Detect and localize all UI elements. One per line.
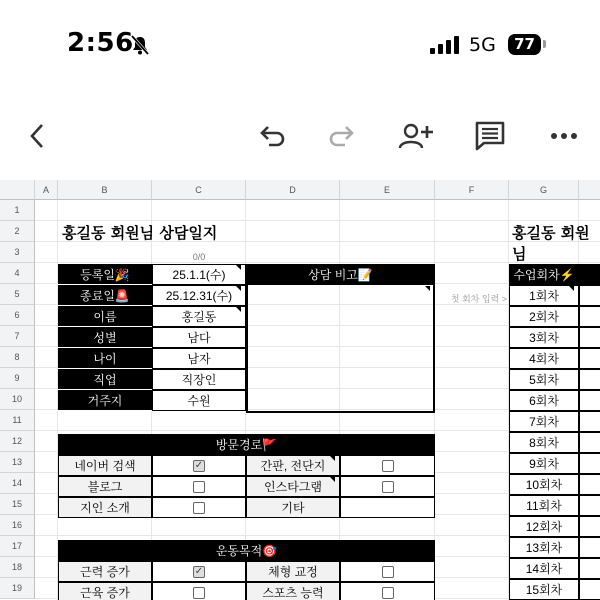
info-value[interactable]: 홍길동	[152, 306, 246, 327]
memo-header: 상담 비고📝	[246, 264, 435, 285]
info-value[interactable]: 직장인	[152, 369, 246, 390]
option-label: 블로그	[58, 476, 152, 497]
session-date-cell[interactable]	[579, 474, 600, 495]
row-header[interactable]: 5	[0, 284, 35, 305]
session-date-cell[interactable]	[579, 579, 600, 600]
row-header[interactable]: 3	[0, 242, 35, 263]
column-header[interactable]: A	[35, 180, 58, 200]
checkbox-icon[interactable]	[382, 460, 394, 472]
column-header[interactable]: D	[246, 180, 340, 200]
info-value[interactable]: 수원	[152, 390, 246, 411]
status-time: 2:56	[67, 28, 134, 58]
row-header[interactable]: 18	[0, 557, 35, 578]
checkbox-icon[interactable]	[382, 566, 394, 578]
toolbar	[0, 110, 600, 162]
row-header[interactable]: 11	[0, 410, 35, 431]
undo-icon[interactable]	[254, 110, 288, 162]
checkbox-icon[interactable]	[193, 587, 205, 599]
row-header[interactable]: 19	[0, 578, 35, 599]
option-checkbox-cell[interactable]	[340, 497, 435, 518]
purpose-header: 운동목적🎯	[58, 540, 435, 561]
comment-icon[interactable]	[472, 110, 508, 162]
spreadsheet-grid[interactable]	[0, 180, 600, 600]
status-bar	[0, 0, 600, 90]
option-checkbox-cell[interactable]	[152, 455, 246, 476]
option-checkbox-cell[interactable]	[152, 476, 246, 497]
session-date-cell[interactable]	[579, 537, 600, 558]
info-label: 성별	[58, 327, 152, 348]
row-header[interactable]: 9	[0, 368, 35, 389]
session-header: 수업회차⚡	[509, 264, 579, 285]
session-cell[interactable]: 8회차	[509, 432, 579, 453]
sheet-title-right: 홍길동 회원님	[512, 224, 590, 263]
row-header[interactable]: 10	[0, 389, 35, 410]
option-checkbox-cell[interactable]	[152, 497, 246, 518]
session-cell[interactable]: 7회차	[509, 411, 579, 432]
row-header[interactable]: 16	[0, 515, 35, 536]
option-label: 근육 증가	[58, 582, 152, 600]
info-value[interactable]: 25.1.1(수)	[152, 264, 246, 285]
option-label: 인스타그램	[246, 476, 340, 497]
session-date-cell[interactable]	[579, 453, 600, 474]
session-cell[interactable]: 9회차	[509, 453, 579, 474]
option-label: 체형 교정	[246, 561, 340, 582]
session-date-cell[interactable]	[579, 327, 600, 348]
sheet-title: 홍길동 회원님 상담일지	[62, 224, 218, 242]
memo-area[interactable]	[246, 285, 435, 413]
comment-marker	[330, 456, 335, 461]
checkbox-icon[interactable]	[382, 481, 394, 493]
option-checkbox-cell[interactable]	[340, 561, 435, 582]
checkbox-icon[interactable]	[382, 587, 394, 599]
session-cell[interactable]: 1회차	[509, 285, 579, 306]
session-date-cell[interactable]	[579, 390, 600, 411]
option-checkbox-cell[interactable]	[340, 582, 435, 600]
info-value[interactable]: 25.12.31(수)	[152, 285, 246, 306]
session-cell[interactable]: 5회차	[509, 369, 579, 390]
comment-marker	[569, 286, 574, 291]
option-label: 지인 소개	[58, 497, 152, 518]
network-type: 5G	[469, 34, 496, 56]
column-header[interactable]: C	[152, 180, 246, 200]
session-cell[interactable]: 2회차	[509, 306, 579, 327]
option-checkbox-cell[interactable]	[340, 476, 435, 497]
signal-icon	[430, 36, 462, 58]
info-label: 나이	[58, 348, 152, 369]
column-header[interactable]: B	[58, 180, 152, 200]
info-label: 직업	[58, 369, 152, 390]
option-label: 근력 증가	[58, 561, 152, 582]
first-session-hint: 첫 회차 입력 >	[450, 293, 507, 304]
session-date-cell[interactable]	[579, 306, 600, 327]
comment-marker	[236, 265, 241, 270]
checkbox-icon[interactable]: ✓	[194, 459, 204, 471]
checkbox-icon[interactable]	[193, 481, 205, 493]
session-cell[interactable]: 13회차	[509, 537, 579, 558]
session-header-ext	[579, 264, 600, 285]
session-cell[interactable]: 3회차	[509, 327, 579, 348]
bell-muted-icon	[129, 34, 151, 60]
row-header[interactable]: 1	[0, 200, 35, 221]
option-label: 간판, 전단지	[246, 455, 340, 476]
session-date-cell[interactable]	[579, 516, 600, 537]
select-all-corner[interactable]	[0, 180, 35, 200]
session-date-cell[interactable]	[579, 432, 600, 453]
session-date-cell[interactable]	[579, 369, 600, 390]
session-date-cell[interactable]	[579, 411, 600, 432]
session-cell[interactable]: 4회차	[509, 348, 579, 369]
option-checkbox-cell[interactable]	[152, 582, 246, 600]
more-icon[interactable]	[548, 110, 580, 162]
option-checkbox-cell[interactable]	[340, 455, 435, 476]
info-label: 등록일🎉	[58, 264, 152, 285]
column-header[interactable]: E	[340, 180, 435, 200]
session-date-cell[interactable]	[579, 285, 600, 306]
battery-icon: 77	[508, 34, 541, 55]
row-header[interactable]: 14	[0, 473, 35, 494]
option-label: 스포츠 능력	[246, 582, 340, 600]
battery-tip	[543, 40, 546, 48]
row-header[interactable]: 17	[0, 536, 35, 557]
row-header[interactable]: 12	[0, 431, 35, 452]
info-value[interactable]: 남자	[152, 348, 246, 369]
column-header[interactable]: G	[509, 180, 579, 200]
comment-marker	[330, 477, 335, 482]
comment-marker	[236, 307, 241, 312]
session-date-cell[interactable]	[579, 348, 600, 369]
visit-header: 방문경로🚩	[58, 434, 435, 455]
checkbox-icon[interactable]: ✓	[194, 565, 204, 577]
redo-icon[interactable]	[326, 110, 360, 162]
info-value[interactable]: 남다	[152, 327, 246, 348]
info-label: 이름	[58, 306, 152, 327]
info-label: 종료일🚨	[58, 285, 152, 306]
session-cell[interactable]: 12회차	[509, 516, 579, 537]
session-cell[interactable]: 15회차	[509, 579, 579, 600]
comment-marker	[425, 286, 430, 291]
option-label: 네이버 검색	[58, 455, 152, 476]
session-date-cell[interactable]	[579, 558, 600, 579]
session-date-cell[interactable]	[579, 495, 600, 516]
gridline	[35, 220, 600, 221]
info-label: 거주지	[58, 390, 152, 411]
back-icon[interactable]	[22, 110, 52, 162]
column-header[interactable]: F	[435, 180, 509, 200]
session-cell[interactable]: 6회차	[509, 390, 579, 411]
session-cell[interactable]: 10회차	[509, 474, 579, 495]
add-person-icon[interactable]	[396, 110, 436, 162]
option-checkbox-cell[interactable]	[152, 561, 246, 582]
checkbox-icon[interactable]	[193, 502, 205, 514]
session-cell[interactable]: 14회차	[509, 558, 579, 579]
row-header[interactable]: 13	[0, 452, 35, 473]
column-header[interactable]	[579, 180, 600, 200]
row-header[interactable]: 8	[0, 347, 35, 368]
row-header[interactable]: 7	[0, 326, 35, 347]
row-header[interactable]: 15	[0, 494, 35, 515]
row-header[interactable]: 2	[0, 221, 35, 242]
counter-text: 0/0	[192, 252, 206, 262]
row-header[interactable]: 6	[0, 305, 35, 326]
comment-marker	[236, 286, 241, 291]
option-label: 기타	[246, 497, 340, 518]
session-cell[interactable]: 11회차	[509, 495, 579, 516]
row-header[interactable]: 4	[0, 263, 35, 284]
